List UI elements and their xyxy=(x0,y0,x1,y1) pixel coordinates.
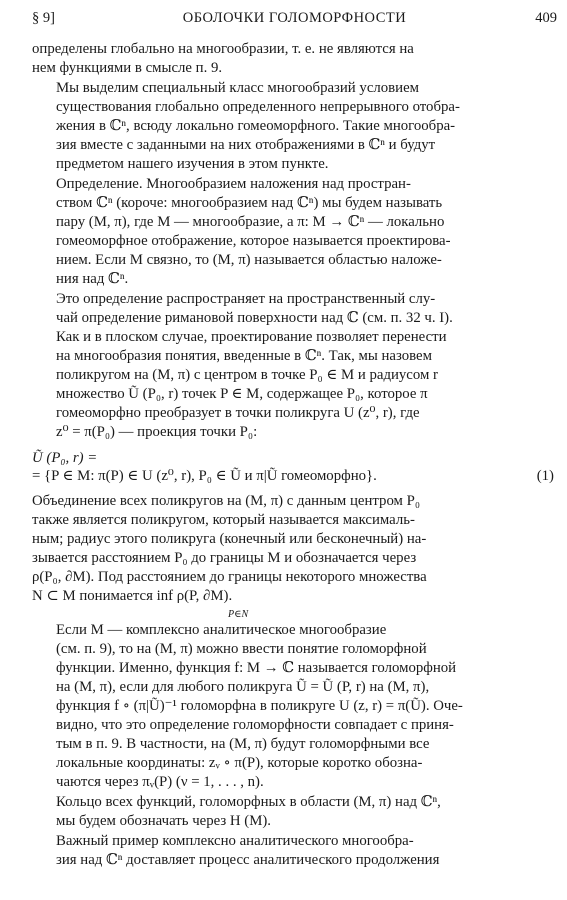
page-number: 409 xyxy=(535,10,557,26)
paragraph-example xyxy=(32,832,554,870)
inf-subscript: P∈N xyxy=(228,608,249,620)
paragraph-class-intro xyxy=(32,79,554,174)
text-line: Определение. Многообразием наложения над простран- xyxy=(56,176,411,193)
text-line: ством ℂⁿ (короче: многообразием над ℂⁿ) мы будем называть xyxy=(56,195,443,212)
section-marker: § 9] xyxy=(32,10,55,26)
text-line: локальные координаты: zᵥ ∘ π(P), которые коротко обозна- xyxy=(56,754,423,771)
text-line: гомеоморфно преобразует в точки поликруга U (z⁰, r), где xyxy=(56,404,420,421)
text-line: мы будем обозначать через H (M). xyxy=(56,812,271,829)
text-line-inf xyxy=(32,587,554,620)
paragraph-definition xyxy=(32,175,554,288)
text-line: существования глобально определенного непрерывного отобра- xyxy=(56,99,460,116)
running-header xyxy=(32,6,557,30)
paragraph-continuation xyxy=(32,40,554,78)
text-line: Кольцо всех функций, голоморфных в области (M, π) над ℂⁿ, xyxy=(56,793,441,810)
paragraph-ring xyxy=(32,793,554,831)
text-line: Объединение всех поликругов на (M, π) с данным центром P₀ xyxy=(32,493,421,510)
text-line: также является поликругом, который называется максималь- xyxy=(32,512,415,529)
text-line: на многообразия понятия, введенные в ℂⁿ. Так, мы назовем xyxy=(56,348,432,364)
text-line: (см. п. 9), то на (M, π) можно ввести понятие голоморфной xyxy=(56,641,427,658)
paragraph-polydisk xyxy=(32,290,554,441)
text-line: Как и в плоском случае, проектирование позволяет перенести xyxy=(56,329,447,346)
text-line: ным; радиус этого поликруга (конечный или бесконечный) на- xyxy=(32,531,427,548)
text-line: жения в ℂⁿ, всюду локально гомеоморфного. Такие многообра- xyxy=(56,118,456,135)
text-line: z⁰ = π(P₀) — проекция точки P₀: xyxy=(56,423,258,440)
text-line: нием. Если M связно, то (M, π) называется областью наложе- xyxy=(56,251,442,268)
text-line: зия вместе с заданными на них отображениями в ℂⁿ и будут xyxy=(56,137,436,154)
text-line: гомеоморфное отображение, которое называется проектирова- xyxy=(56,233,451,250)
text-line: Мы выделим специальный класс многообразий условием xyxy=(56,80,420,97)
formula-line-2: = {P ∈ M: π(P) ∈ U (z⁰, r), P₀ ∈ Ũ и π|Ũ гомеоморфно}. xyxy=(32,468,377,485)
text-line: чай определение римановой поверхности над ℂ (см. п. 32 ч. I). xyxy=(56,310,453,327)
text-line: функции. Именно, функция f: M → ℂ называется голоморфной xyxy=(56,660,457,677)
formula-1 xyxy=(32,449,554,487)
text-line: ρ(P₀, ∂M). Под расстоянием до границы некоторого множества xyxy=(32,568,427,585)
text-line: зия над ℂⁿ доставляет процесс аналитического продолжения xyxy=(56,852,440,869)
text-line: видно, что это определение голоморфности совпадает с приня- xyxy=(56,716,454,733)
text-line: Важный пример комплексно аналитического многообра- xyxy=(56,833,414,850)
chapter-title: ОБОЛОЧКИ ГОЛОМОРФНОСТИ xyxy=(182,10,407,26)
text-line: пару (M, π), где M — многообразие, а π: M → ℂⁿ — локально xyxy=(56,214,445,231)
paragraph-maximal xyxy=(32,492,554,619)
text-line: тым в п. 9. В частности, на (M, π) будут голоморфными все xyxy=(56,735,430,752)
text-line: множество Ũ (P₀, r) точек P ∈ M, содержащее P₀, которое π xyxy=(56,385,428,402)
equation-number: (1) xyxy=(536,468,554,485)
text-line: ния над ℂⁿ. xyxy=(56,270,129,287)
text-line: функция f ∘ (π|Ũ)⁻¹ голоморфна в поликруге U (z, r) = π(Ũ). Оче- xyxy=(56,697,463,714)
text-line: чаются через πᵥ(P) (ν = 1, . . . , n). xyxy=(56,773,264,790)
formula-line-1: Ũ (P₀, r) = xyxy=(32,449,98,466)
text-line: на (M, π), если для любого поликруга Ũ = Ũ (P, r) на (M, π), xyxy=(56,679,430,695)
text-line: нем функциями в смысле п. 9. xyxy=(32,59,223,76)
text-line: Это определение распространяет на пространственный слу- xyxy=(56,291,436,308)
text-line: зывается расстоянием P₀ до границы M и обозначается через xyxy=(32,550,417,567)
text-line: Если M — комплексно аналитическое многообразие xyxy=(56,622,387,639)
text-line: определены глобально на многообразии, т. е. не являются на xyxy=(32,41,414,57)
text-line: поликругом на (M, π) с центром в точке P₀ ∈ M и радиусом r xyxy=(56,366,438,383)
page-body xyxy=(32,40,554,870)
text-line: предметом нашего изучения в этом пункте. xyxy=(56,155,329,172)
text-line: N ⊂ M понимается inf ρ(P, ∂M). xyxy=(32,587,233,604)
paragraph-holomorphic xyxy=(32,621,554,791)
